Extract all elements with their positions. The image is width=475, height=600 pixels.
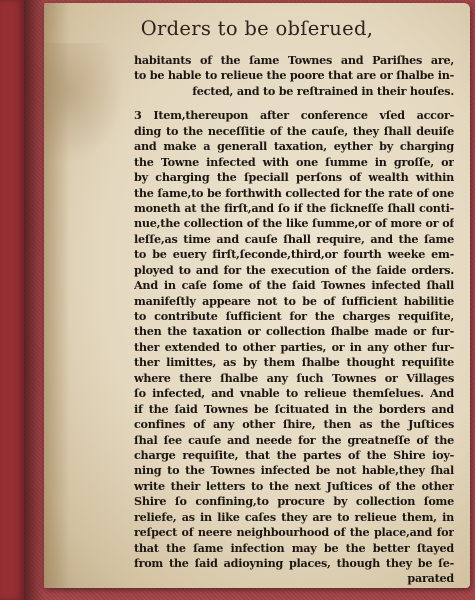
- paragraph-gap: [134, 99, 454, 108]
- text-line: And in caſe ſome of the ſaid Townes infected ſhall: [134, 278, 454, 293]
- text-line: reſpect of neere neighbourhood of the place,and for: [134, 525, 454, 540]
- text-line: moneth at the firſt,and ſo if the ſickneſſe ſhall conti-: [134, 200, 454, 215]
- book-page: [44, 3, 470, 588]
- gutter-shadow: [24, 0, 44, 600]
- text-line: to be euery firſt,ſeconde,third,or fourth weeke em-: [134, 247, 454, 262]
- text-line: leſſe,as time and cauſe ſhall require, and the ſame: [134, 231, 454, 246]
- page-stain: [44, 43, 124, 163]
- text-line: if the ſaid Townes be ſcituated in the borders and: [134, 401, 454, 416]
- text-line: manifeſtly appeare not to be of ſufficient habilitie: [134, 293, 454, 308]
- text-line: ſhal ſee cauſe and neede for the greatneſſe of the: [134, 432, 454, 447]
- text-line: ployed to and for the execution of the ſaide orders.: [134, 262, 454, 277]
- text-line: by charging the ſpeciall perſons of wealth within: [134, 170, 454, 185]
- text-line: charge requiſite, that the partes of the Shire ioy-: [134, 447, 454, 462]
- text-line: Shire ſo confining,to procure by collection ſome: [134, 494, 454, 509]
- text-line: then the taxation or collection ſhalbe made or fur-: [134, 324, 454, 339]
- text-line: to be hable to relieue the poore that are or ſhalbe in-: [134, 68, 454, 83]
- text-line: 3 Item,thereupon after conference vſed accor-: [134, 108, 454, 123]
- body-text: [134, 53, 454, 587]
- book-spine: [0, 0, 24, 600]
- text-line: nue,the collection of the like ſumme,or of more or of: [134, 216, 454, 231]
- text-line: and make a generall taxation, eyther by charging: [134, 139, 454, 154]
- text-line: the ſame,to be forthwith collected for the rate of one: [134, 185, 454, 200]
- text-top-block: [134, 53, 454, 99]
- text-line: fected, and to be reſtrained in their houſes.: [192, 83, 454, 98]
- text-line: reliefe, as in like caſes they are to relieue them, in: [134, 509, 454, 524]
- text-line: that the ſame infection may be the better ſtayed: [134, 540, 454, 555]
- text-line: ſo infected, and vnable to relieue themſelues. And: [134, 386, 454, 401]
- text-line: to contribute ſufficient for the charges requiſite,: [134, 309, 454, 323]
- running-head: Orders to be obſerued,: [140, 17, 374, 40]
- text-line: write their letters to the next Juſtices of the other: [134, 478, 454, 493]
- text-line: ning to the Townes infected be not hable,they ſhal: [134, 463, 454, 478]
- text-line: the Towne infected with one ſumme in groſſe, or: [134, 154, 454, 169]
- text-line: where there ſhalbe any ſuch Townes or Villages: [134, 370, 454, 385]
- text-line: ther limittes, as by them ſhalbe thought requiſite: [134, 355, 454, 370]
- text-line: ding to the neceſſitie of the cauſe, they ſhall deuiſe: [134, 123, 454, 138]
- text-line: from the ſaid adioyning places, though they be ſe-: [134, 556, 454, 570]
- text-line: confines of any other ſhire, then as the Juſtices: [134, 417, 454, 432]
- text-main-block: [134, 108, 454, 587]
- text-line: parated: [407, 571, 454, 586]
- text-line: habitants of the ſame Townes and Pariſhes are,: [134, 53, 454, 67]
- text-line: ther extended to other parties, or in any other fur-: [134, 339, 454, 354]
